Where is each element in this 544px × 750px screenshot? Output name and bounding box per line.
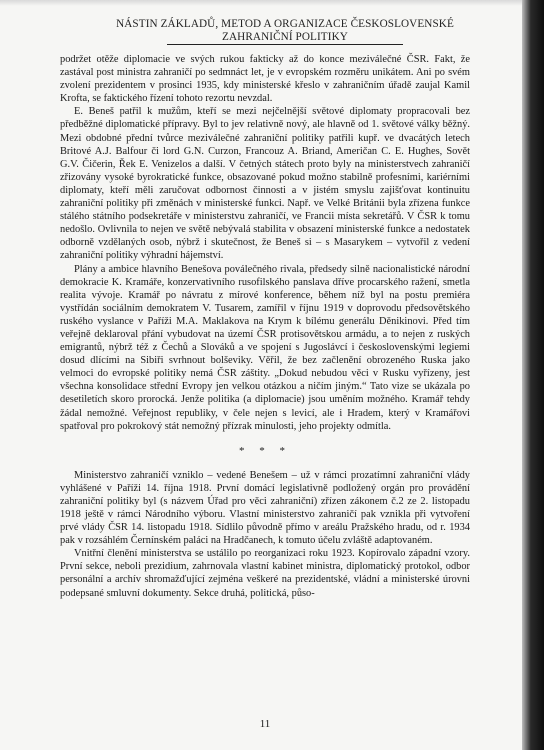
section-separator: * * * bbox=[239, 444, 291, 457]
running-header-line1: NÁSTIN ZÁKLADŮ, METOD A ORGANIZACE ČESKOSLOVENSKÉ bbox=[116, 18, 454, 30]
running-header bbox=[46, 18, 524, 45]
scan-top-edge bbox=[0, 0, 544, 6]
paragraph-4: Ministerstvo zahraničí vzniklo – vedené Benešem – už v rámci prozatímní zahraniční vlády vyhlášené v Paříži 14. října 1918. První domácí legislativně podložený orgán pro provádění zahraniční politiky byl (s názvem Úřad pro věci zahraniční) zřízen zákonem č.2 ze 2. listopadu 1918 ještě v rámci Národního výboru. Vlastní ministerstvo zahraničí pak vznikla při vytvoření prvé vlády ČSR 14. listopadu 1918. Sídlilo původně přímo v areálu Pražského hradu, od r. 1934 pak v rozsáhlém Černínském paláci na Hradčanech, k tomuto účelu zvláště adaptovaném. bbox=[60, 469, 470, 547]
paragraph-1: podržet otěže diplomacie ve svých rukou fakticky až do konce meziválečné ČSR. Fakt, že zastával post ministra zahraničí po sedmnáct let, je v evropském rozměru unikátem. Ani po svém zvolení prezidentem v prosinci 1935, kdy ministerské křeslo v zahraničním úřadě zaujal Kamil Krofta, se faktického řízení tohoto rezortu nevzdal. bbox=[60, 54, 470, 105]
scan-binding-shadow bbox=[522, 0, 544, 750]
body-text bbox=[60, 53, 470, 433]
paragraph-2: E. Beneš patřil k mužům, kteří se mezi nejčelnější světové diplomaty propracovali bez předběžné diplomatické přípravy. Byl to jev relativně nový, ale hlavně od 1. světové války běžný. Mezi obdobné přední tvůrce meziválečné zahraniční politiky patřili kupř. ve dvacátých letech Britové A.J. Balfour či lord G.N. Curzon, Francouz A. Briand, Američan C. E. Hughes, Sovět G.V. Čičerin, Řek E. Venizelos a další. V četných státech proto byly na ministerstvech zahraničí zřizovány vysoké byrokratické funkce, obsazované pokud možno stabilně profesními, kariérními diplomaty, kteří měli zaručovat odbornost činnosti a v jistém smyslu zajišťovat kontinuitu zahraniční politiky při změnách v ministerské funkci. Např. ve Velké Británii byla zřízena funkce stálého státního podsekretáře v ministerstvu zahraničí, ve Francii místa sekretářů. V ČSR k tomu nedošlo. Ovlivnila to nejen ve světě nebývalá stabilita v obsazení ministerské funkce a nedostatek odborně vzdělaných osob, nýbrž i skutečnost, že Beneš si – s Masarykem – vytvořil z vedení zahraniční politiky výhradní hájemství. bbox=[60, 106, 470, 262]
page-number: 11 bbox=[259, 718, 271, 730]
book-page bbox=[46, 18, 524, 738]
paragraph-3: Plány a ambice hlavního Benešova poválečného rivala, předsedy silně nacionalistické národní demokracie K. Kramáře, konzervativního rusofilského panslava dříve procarského ražení, smetla realita vývoje. Kramář po návratu z mírové konference, během níž byl na postu premiéra vystřídán sociálním demokratem V. Tusarem, zamířil v říjnu 1919 v doprovodu předsovětského ruského vyslance v Paříži M.A. Maklakova na Krym k bílému generálu Děnikinovi. Před tím veřejně deklaroval přání vybudovat na území ČSR protisovětskou armádu, a to nejen z ruských emigrantů, nýbrž též z Čechů a Slováků a ve spojení s Jugoslávcí i československými legiemi dosud dlícími na Sibiři svrhnout bolševiky. Věřil, že bez začlenění obrozeného Ruska jako velmoci do evropské politiky nemá ČSR záštity. „Dokud nebudou věci v Rusku vyřízeny, jest všechna konsolidace střední Evropy jen velkou otázkou a ničím jiným.“ Tato vize se ukázala po desetiletích skoro prorocká. Jenže politika (a diplomacie) jsou uměním možného. Kramář tehdy žádal nemožné. Veřejnost republiky, v čele nejen s levicí, ale i Hradem, který v Kramářovi spatřoval pro pokrokový stát nemožný přízrak minulosti, jeho projekty odmítla. bbox=[60, 263, 470, 432]
running-header-line2: ZAHRANIČNÍ POLITIKY bbox=[167, 31, 403, 45]
body-text-2 bbox=[60, 469, 470, 600]
paragraph-5: Vnitřní členění ministerstva se ustálilo po reorganizaci roku 1923. Kopírovalo západní vzory. První sekce, neboli prezidium, zahrnovala vlastní kabinet ministra, diplomatický protokol, odbor personální a archív shromažďující zejména veškeré na prezidentské, vládní a ministerské úrovni podepsané smluvní dokumenty. Sekce druhá, politická, půso- bbox=[60, 548, 470, 599]
